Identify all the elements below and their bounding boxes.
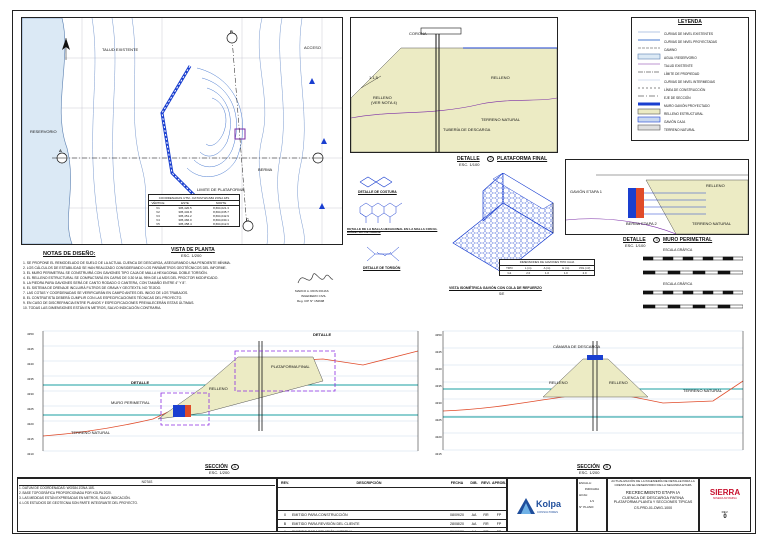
coord-header: VÉRTICE (151, 201, 165, 205)
section-b-title: SECCIÓN (577, 464, 600, 470)
plan-marker-c: C (246, 217, 249, 222)
coord-header: NORTE (215, 201, 227, 205)
project-title: ACTUALIZACIÓN DE LA INGENIERÍA DE DETALLE PARA LA CRESTA EN EL RESERVORIO DE LA SEGUNDA ETAPA (611, 479, 695, 487)
legend-item: TALUD EXISTENTE (664, 63, 693, 68)
mesh-detail-title: DETALLE DE LA MALLA HEXAGONAL EN LA MALLA CON EL DIÁMETRO DE BORDE (347, 227, 438, 235)
table-row: V3 305,451.2 8,664,042.9 (156, 214, 229, 218)
tb-meta (577, 478, 607, 532)
signature-reg: Reg. CIP N° 152698 (297, 299, 325, 303)
detail-platform-pipe: TUBERÍA DE DESCARGA (443, 127, 491, 132)
y-tick: 4310 (27, 452, 34, 456)
coord-header: ESTE (181, 201, 189, 205)
legend-item: RELLENO ESTRUCTURAL (664, 111, 704, 116)
legend-item: AGUA / RESERVORIO (664, 55, 697, 60)
tb-rev-value: 0 (723, 514, 727, 520)
rev-header: DESCRIPCIÓN (356, 481, 382, 485)
detail-platform-subtitle: PLATAFORMA FINAL (497, 156, 548, 162)
note-line: 4. EL RELLENO ESTRUCTURAL SE COMPACTARÁ EN CAPAS DE 0.30 M AL 95% DE LA MDS DEL PROCTOR MODIFICADO. (23, 276, 219, 280)
graphic-scale-4 (643, 303, 743, 311)
company-name: Kolpa (536, 499, 562, 509)
section-a-ground-label: TERRENO NATURAL (71, 430, 111, 435)
coordinates-table (148, 194, 240, 227)
tb-dwg-label: N° PLANO: (579, 505, 595, 509)
table-row: G1 2.0 1.0 1.0 2.0 (507, 270, 587, 275)
detail-platform-fill-right: RELLENO (491, 75, 510, 80)
client-sub: MINERA ANTAMINA (713, 497, 737, 500)
rev-header: APROB. (492, 481, 506, 485)
gabion-header: TIPO (506, 265, 513, 270)
plan-label-reservoir: RESERVORIO (30, 129, 57, 134)
section-a-scale: ESC. 1/200 (209, 470, 230, 475)
y-tick: 4325 (27, 407, 34, 411)
tb-note: 4. LOS ESTUDIOS DE GEOTECNIA SON PARTE INTEGRANTE DEL PROYECTO. (19, 501, 138, 505)
y-tick: 4335 (27, 377, 34, 381)
plan-view-scale: ESC. 1/200 (181, 253, 202, 258)
seam-detail-drawing (358, 175, 398, 189)
section-marker-a-end (313, 153, 323, 163)
drawing-title-3: PLATAFORMA PLANTA Y SECCIONES TÍPICAS (613, 500, 693, 505)
legend-title: LEYENDA (678, 19, 702, 25)
graphic-scale-1 (643, 255, 743, 263)
notes-list (23, 261, 341, 311)
legend-item: CAMINO (664, 47, 677, 52)
section-marker-b-end (243, 221, 253, 231)
detail-platform-fill: RELLENO (373, 95, 392, 100)
table-row: 0 EMITIDO PARA CONSTRUCCIÓN 08/09/20 AA RR FP (278, 510, 506, 519)
wall-detail-step2: BERMA ETAPA 2 (626, 221, 657, 226)
drawing-sheet (12, 10, 756, 534)
y-tick: 4325 (435, 418, 442, 422)
tb-sheet-label: HOJA: (579, 493, 588, 497)
table-row: V1 305,420.5 8,664,021.3 (156, 206, 229, 210)
tb-scale-label: ESCALA: (579, 481, 592, 485)
tb-project (607, 478, 699, 532)
section-marker-a (57, 153, 67, 163)
y-tick: 4315 (27, 437, 34, 441)
table-row: A EMITIDO PARA REVISIÓN INTERNA 20/08/20 AA RR FP (278, 527, 506, 532)
gabion-table-title: DIMENSIONES DE GAVIONES TIPO CAJA (500, 260, 594, 266)
y-tick: 4320 (435, 435, 442, 439)
graphic-scale-title-2: ESCALA GRÁFICA (663, 282, 693, 286)
tb-note: 3. LAS MEDIDAS ESTÁN EXPRESADAS EN METROS, SALVO INDICACIÓN. (19, 496, 131, 500)
section-a-fill-label: RELLENO (209, 386, 228, 391)
legend-labels (664, 30, 717, 134)
wall-detail-ground: TERRENO NATURAL (692, 221, 732, 226)
y-tick: 4345 (27, 347, 34, 351)
detail-platform-scale: ESC. 1/100 (459, 162, 480, 167)
plan-view-title: VISTA DE PLANTA (171, 247, 215, 253)
note-line: 5. LA PIEDRA PARA GAVIONES SERÁ DE CANTO RODADO O CANTERA, CON TAMAÑO ENTRE 4" Y 8". (23, 281, 187, 285)
tb-sheet-value: 1/1 (589, 499, 595, 503)
tb-notes (17, 478, 277, 532)
note-line: 1. SE PROPONE EL REMODELADO DE SUELO DE LA ACTUAL CUENCA DE DESCARGA, ASEGURANDO UNA PENDIENTE MÍNIMA. (23, 261, 231, 265)
legend-item: CURVAS DE NIVEL INTERMEDIAS (664, 79, 715, 84)
table-row: V4 305,466.0 8,664,030.1 (156, 218, 229, 222)
graphic-scale-3 (643, 289, 743, 297)
y-tick: 4320 (27, 422, 34, 426)
section-b-fill-right: RELLENO (609, 380, 628, 385)
table-row: V5 305,458.4 8,664,012.6 (156, 222, 229, 226)
tb-client (699, 478, 751, 532)
legend-item: LÍMITE DE PROPIEDAD (664, 71, 700, 76)
isometric-gabion-title: VISTA ISOMÉTRICA GAVIÓN CON COLA DE REFUERZO (449, 286, 542, 290)
detail-platform-panel (350, 17, 558, 153)
detail-platform-slope: 1:1.5 (369, 75, 378, 80)
y-tick: 4340 (435, 367, 442, 371)
tb-scale-value: INDICADA (584, 487, 600, 491)
note-line: 2. LOS CÁLCULOS DE ESTABILIDAD SE HAN REALIZADO CONSIDERANDO LOS PARÁMETROS GEOTÉCNICOS DEL INFORME. (23, 266, 227, 270)
wall-detail-subtitle: MURO PERIMETRAL (663, 237, 713, 243)
signature-icon (295, 267, 335, 289)
section-b-marker: B (603, 464, 611, 470)
tb-revisions (277, 478, 507, 532)
section-a-title: SECCIÓN (205, 464, 228, 470)
mesh-detail-drawing (358, 201, 403, 227)
tb-note: 1. DATUM DE COORDENADAS: WGS84 ZONA 18S. (19, 486, 95, 490)
legend-item: EJE DE SECCIÓN (664, 95, 691, 100)
tb-rev-label: REV. (721, 510, 729, 514)
graphic-scale-title-1: ESCALA GRÁFICA (663, 248, 693, 252)
note-line: 10. TODAS LAS DIMENSIONES ESTÁN EN METROS, SALVO INDICACIÓN CONTRARIA. (23, 306, 162, 310)
note-line: 7. LAS COTAS Y COORDENADAS SE VERIFICARÁN EN CAMPO ANTES DEL INICIO DE LOS TRABAJOS. (23, 291, 189, 295)
rev-header: DIB. (470, 481, 478, 485)
kolpa-logo-icon (516, 497, 536, 515)
section-b-tower: CÁMARA DE DESCARGA (553, 344, 601, 349)
legend-item: LÍNEA DE CONSTRUCCIÓN (664, 87, 706, 92)
legend-panel (631, 17, 749, 141)
section-b-scale: ESC. 1/200 (579, 470, 600, 475)
note-line: 9. EN CASO DE DISCREPANCIA ENTRE PLANOS Y ESPECIFICACIONES PREVALECERÁN ESTAS ÚLTIMAS. (23, 301, 195, 305)
isometric-gabion-scale: S/E (499, 292, 505, 296)
company-tag: CONSULTORES (537, 510, 559, 514)
wall-detail-panel (565, 159, 749, 235)
graphic-scale-2 (643, 269, 743, 277)
gabion-header: A (m) (543, 265, 551, 270)
detail-platform-crest: CORONA (409, 31, 427, 36)
plan-marker-b: B (230, 29, 233, 34)
tb-note: 2. BASE TOPOGRÁFICA PROPORCIONADA POR KOLPA 2020. (19, 491, 112, 495)
table-row: V2 305,432.8 8,664,035.7 (156, 210, 229, 214)
plan-view-panel (21, 17, 343, 245)
signature-role: INGENIERO CIVIL (301, 294, 327, 298)
plan-label-road: ACCESO (304, 45, 321, 50)
plan-label-edge: LIMITE DE PLATAFORMA (197, 187, 245, 192)
section-b-fill-left: RELLENO (549, 380, 568, 385)
drawing-number: CS-PRD-01-DWG-1000 (633, 506, 673, 511)
title-block (17, 477, 751, 532)
wall-detail-step1: GAVIÓN ETAPA 1 (570, 189, 603, 194)
legend-item: TERRENO NATURAL (664, 127, 696, 132)
y-tick: 4350 (435, 333, 442, 337)
note-line: 3. EL MURO PERIMETRAL SE CONSTRUIRÁ CON GAVIONES TIPO CAJA DE MALLA HEXAGONAL DOBLE TORSIÓN. (23, 271, 208, 275)
plan-label-slope: TALUD EXISTENTE (102, 47, 139, 52)
gabion-header: VOL (m³) (578, 265, 591, 270)
note-line: 8. EL CONTRATISTA DEBERÁ CUMPLIR CON LAS ESPECIFICACIONES TÉCNICAS DEL PROYECTO. (23, 296, 183, 300)
table-row: B EMITIDO PARA REVISIÓN DEL CLIENTE 28/08/20 AA RR FP (278, 519, 506, 527)
section-b-y-axis (435, 327, 442, 463)
wall-detail-marker: 3 (653, 237, 660, 243)
wall-detail-title: DETALLE (623, 237, 646, 243)
section-a-detail3-label: DETALLE (131, 380, 150, 385)
drawing-title-1: RECRECIMIENTO ETAPA IA (625, 490, 681, 496)
twist-detail-title: DETALLE DE TORSIÓN (363, 266, 401, 270)
tb-notes-header: NOTAS (19, 480, 275, 486)
y-tick: 4335 (435, 384, 442, 388)
legend-item: GAVIÓN CAJA (664, 119, 686, 124)
plan-label-bench: BERMA (258, 167, 273, 172)
y-tick: 4330 (435, 401, 442, 405)
signature-name: MARCO A. RIOS ROJAS (295, 289, 329, 293)
twist-detail-drawing (363, 243, 403, 265)
section-b-ground: TERRENO NATURAL (683, 388, 723, 393)
section-a-y-axis (27, 327, 34, 462)
detail-platform-fill-sub: (VER NOTA 4) (371, 100, 397, 105)
plan-marker-a: A (59, 148, 62, 153)
gabion-header: H (m) (562, 265, 570, 270)
y-tick: 4330 (27, 392, 34, 396)
drawing-title-2: CUENCA DE DESCARGA PATINA (622, 495, 684, 501)
client-logo: SIERRA (709, 488, 741, 497)
detail-platform-title: DETALLE (457, 156, 480, 162)
legend-item: CURVAS DE NIVEL EXISTENTES (664, 31, 714, 36)
y-tick: 4340 (27, 362, 34, 366)
wall-detail-fill: RELLENO (706, 183, 725, 188)
seam-detail-title: DETALLE DE COSTURA (358, 190, 397, 194)
rev-header: FECHA (450, 481, 464, 485)
gabion-header: L (m) (524, 265, 532, 270)
legend-item: CURVAS DE NIVEL PROYECTADAS (664, 39, 718, 44)
section-marker-b (227, 33, 237, 43)
coordinates-table-title: COORDENADAS UTM - DATUM WGS84 ZONA 18S (149, 195, 239, 201)
y-tick: 4345 (435, 350, 442, 354)
wall-detail-scale: ESC. 1/100 (625, 243, 646, 248)
legend-item: MURO GAVIÓN PROYECTADO (664, 103, 710, 108)
section-a-marker: A (231, 464, 239, 470)
rev-header: REVI. (481, 481, 491, 485)
y-tick: 4315 (435, 452, 442, 456)
detail-platform-marker: 2 (487, 156, 494, 162)
section-a-wall-label: MURO PERIMETRAL (111, 400, 150, 405)
note-line: 6. EL SISTEMA DE DRENAJE INCLUIRÁ FILTROS DE GRAVA Y GEOTEXTIL NO TEJIDO. (23, 286, 162, 290)
detail-platform-ground: TERRENO NATURAL (481, 117, 521, 122)
rev-header: REV. (280, 481, 290, 485)
section-a-platform-label: PLATAFORMA FINAL (271, 364, 310, 369)
notes-title: NOTAS DE DISEÑO: (43, 251, 96, 257)
section-a-detail2-label: DETALLE (313, 332, 332, 337)
gabion-table (499, 259, 595, 276)
tb-logo (507, 478, 577, 532)
y-tick: 4350 (27, 332, 34, 336)
